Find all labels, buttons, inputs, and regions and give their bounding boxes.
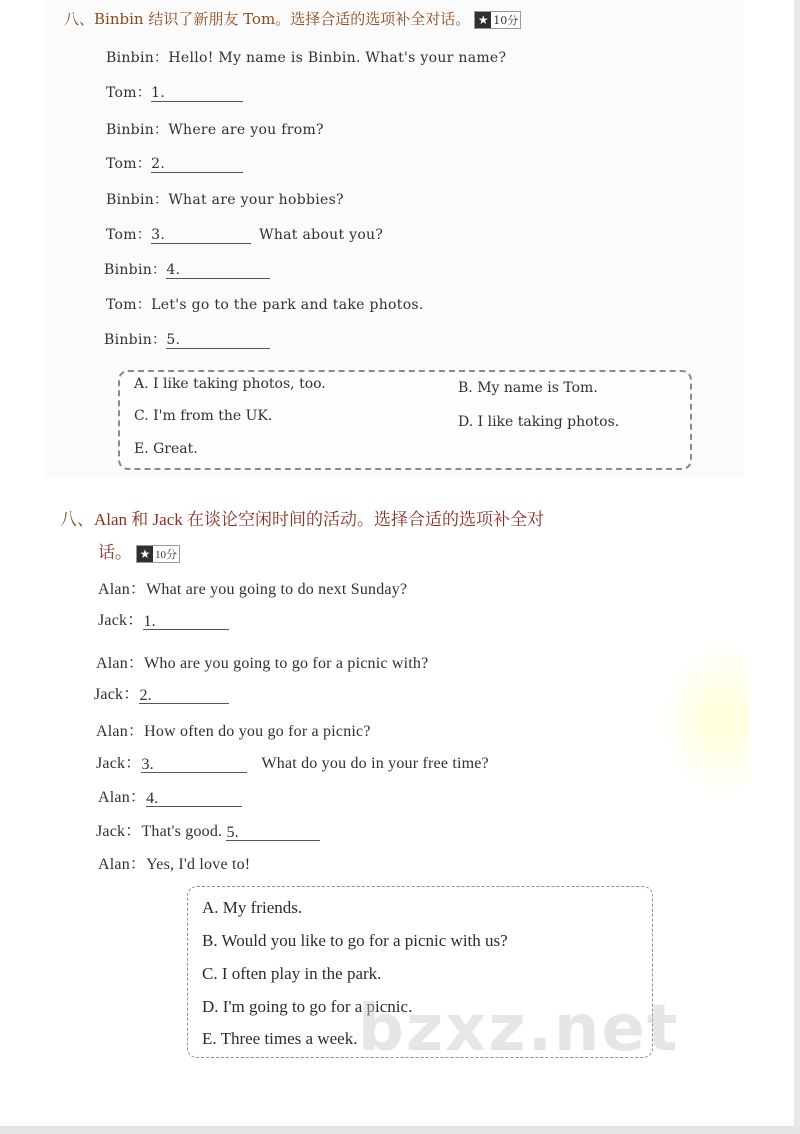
dialogue-line xyxy=(98,607,237,630)
option-b: B. Would you like to go for a picnic with us? xyxy=(202,931,508,950)
dialogue-line xyxy=(104,329,278,349)
answer-blank-2[interactable] xyxy=(151,156,243,173)
option-c: C. I often play in the park. xyxy=(202,964,382,983)
speaker: Tom： xyxy=(106,85,152,101)
score-text: 10分 xyxy=(493,14,519,27)
answer-blank-4[interactable] xyxy=(166,262,270,279)
option-b: B. My name is Tom. xyxy=(458,380,598,396)
blank-number: 4. xyxy=(146,790,159,807)
speaker: Tom： xyxy=(106,156,152,172)
dialogue-text: What are your hobbies? xyxy=(168,192,344,208)
dialogue-text: Hello! My name is Binbin. What's your name? xyxy=(168,50,507,66)
speaker: Alan： xyxy=(96,723,145,740)
blank-number: 3. xyxy=(141,756,154,773)
blank-number: 1. xyxy=(143,613,156,630)
dialogue-line xyxy=(98,784,250,807)
option-e: E. Great. xyxy=(134,441,198,457)
section-b-instruction-cont: 话。 xyxy=(98,543,132,562)
page-edge-bottom xyxy=(0,1126,800,1134)
dialogue-line xyxy=(106,189,344,209)
score-text: 10分 xyxy=(155,549,177,562)
watermark: bzxz.net xyxy=(358,992,680,1066)
speaker: Jack： xyxy=(96,823,142,840)
section-b-title-cont xyxy=(98,538,180,563)
speaker: Alan： xyxy=(98,789,147,806)
speaker: Tom： xyxy=(106,297,152,313)
dialogue-text: How often do you go for a picnic? xyxy=(144,723,371,740)
speaker: Alan： xyxy=(98,856,147,873)
dialogue-line xyxy=(106,294,424,314)
dialogue-line xyxy=(96,750,489,773)
answer-blank-3[interactable] xyxy=(151,227,251,244)
dialogue-text: That's good. xyxy=(141,823,227,840)
dialogue-text: Yes, I'd love to! xyxy=(146,856,251,873)
speaker: Alan： xyxy=(98,581,147,598)
dialogue-line xyxy=(98,851,250,874)
blank-number: 1. xyxy=(151,85,166,101)
option-d: D. I like taking photos. xyxy=(458,414,620,430)
speaker: Jack： xyxy=(94,686,140,703)
blank-number: 3. xyxy=(151,227,166,243)
option-e: E. Three times a week. xyxy=(202,1029,358,1048)
dialogue-text: What are you going to do next Sunday? xyxy=(146,581,408,598)
speaker: Binbin： xyxy=(104,332,167,348)
score-badge xyxy=(474,11,521,29)
section-a-title xyxy=(64,8,521,29)
blank-number: 4. xyxy=(166,262,181,278)
speaker: Binbin： xyxy=(104,262,167,278)
answer-blank-1[interactable] xyxy=(143,613,229,630)
blank-number: 2. xyxy=(139,687,152,704)
dialogue-text: Who are you going to go for a picnic with? xyxy=(144,655,429,672)
dialogue-line xyxy=(96,650,428,673)
dialogue-text: Where are you from? xyxy=(168,122,324,138)
dialogue-line xyxy=(104,259,278,279)
dialogue-line xyxy=(96,718,371,741)
dialogue-text: What do you do in your free time? xyxy=(261,755,489,772)
answer-blank-3[interactable] xyxy=(141,756,247,773)
answer-blank-1[interactable] xyxy=(151,85,243,102)
dialogue-line xyxy=(94,681,237,704)
option-a: A. My friends. xyxy=(202,898,303,917)
speaker: Tom： xyxy=(106,227,152,243)
section-b-instruction: Alan 和 Jack 在谈论空闲时间的活动。选择合适的选项补全对 xyxy=(94,510,545,529)
blank-number: 5. xyxy=(226,824,239,841)
dialogue-line xyxy=(106,224,383,244)
star-icon: ★ xyxy=(475,12,491,28)
dialogue-line xyxy=(96,818,328,841)
section-b-title xyxy=(60,505,544,530)
blank-number: 2. xyxy=(151,156,166,172)
dialogue-line xyxy=(106,119,324,139)
answer-blank-5[interactable] xyxy=(226,824,320,841)
speaker: Binbin： xyxy=(106,50,169,66)
dialogue-text: Let's go to the park and take photos. xyxy=(151,297,424,313)
speaker: Jack： xyxy=(96,755,142,772)
star-icon: ★ xyxy=(137,546,153,562)
answer-blank-2[interactable] xyxy=(139,687,229,704)
score-badge xyxy=(136,545,180,563)
section-number: 八、 xyxy=(60,510,94,529)
speaker: Jack： xyxy=(98,612,144,629)
speaker: Binbin： xyxy=(106,122,169,138)
dialogue-line xyxy=(106,82,251,102)
speaker: Alan： xyxy=(96,655,145,672)
dialogue-line xyxy=(106,153,251,173)
dialogue-line xyxy=(106,47,506,67)
blank-number: 5. xyxy=(166,332,181,348)
speaker: Binbin： xyxy=(106,192,169,208)
section-number: 八、 xyxy=(64,10,95,28)
scan-stain xyxy=(660,640,750,800)
answer-blank-4[interactable] xyxy=(146,790,242,807)
option-a: A. I like taking photos, too. xyxy=(134,376,326,392)
section-a-instruction: Binbin 结识了新朋友 Tom。选择合适的选项补全对话。 xyxy=(94,10,471,28)
option-d: D. I'm going to go for a picnic. xyxy=(202,997,413,1016)
dialogue-text: What about you? xyxy=(259,227,384,243)
options-box-a xyxy=(118,370,692,470)
dialogue-line xyxy=(98,576,407,599)
answer-blank-5[interactable] xyxy=(166,332,270,349)
option-c: C. I'm from the UK. xyxy=(134,408,273,424)
page-edge xyxy=(794,0,800,1134)
